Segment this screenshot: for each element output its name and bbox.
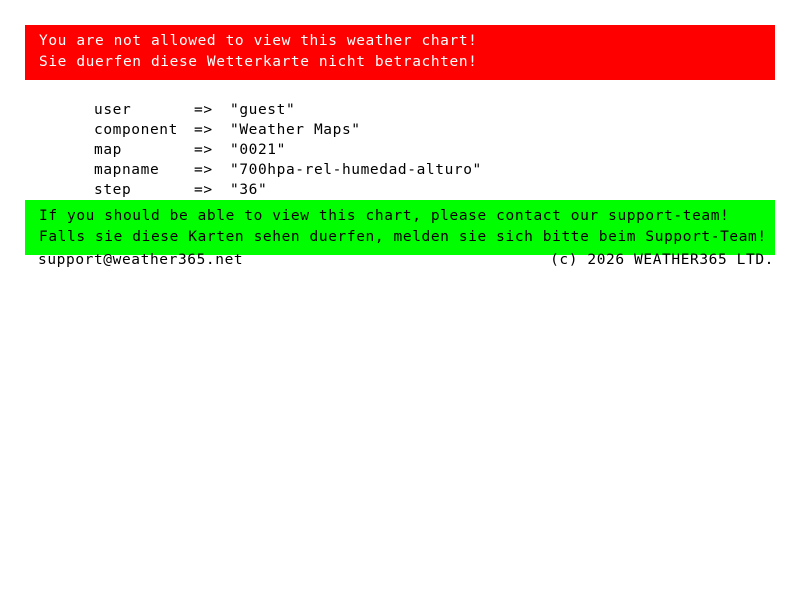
copyright-text: (c) 2026 WEATHER365 LTD.	[550, 252, 774, 268]
detail-key-mapname: mapname	[93, 162, 160, 178]
detail-key-step: step	[93, 182, 132, 198]
error-banner-line-de: Sie duerfen diese Wetterkarte nicht betrachten!	[39, 54, 478, 70]
support-banner-line-en: If you should be able to view this chart, please contact our support-team!	[39, 208, 730, 224]
error-banner-line-en: You are not allowed to view this weather chart!	[39, 33, 478, 49]
support-banner-line-de: Falls sie diese Karten sehen duerfen, melden sie sich bitte beim Support-Team!	[39, 229, 767, 245]
detail-value-map: "0021"	[229, 142, 286, 158]
detail-value-step: "36"	[229, 182, 268, 198]
error-banner	[25, 25, 775, 80]
detail-key-map: map	[93, 142, 122, 158]
detail-value-component: "Weather Maps"	[229, 122, 361, 138]
support-email-link[interactable]: support@weather365.net	[38, 252, 244, 268]
detail-value-user: "guest"	[229, 102, 296, 118]
request-details	[38, 80, 482, 198]
footer	[38, 250, 774, 270]
detail-row	[38, 80, 482, 118]
detail-arrow: =>	[193, 182, 213, 198]
detail-key-user: user	[93, 102, 132, 118]
support-banner	[25, 200, 775, 255]
detail-arrow: =>	[193, 162, 213, 178]
detail-arrow: =>	[193, 142, 213, 158]
detail-arrow: =>	[193, 102, 213, 118]
detail-value-mapname: "700hpa-rel-humedad-alturo"	[229, 162, 482, 178]
detail-key-component: component	[93, 122, 178, 138]
detail-arrow: =>	[193, 122, 213, 138]
